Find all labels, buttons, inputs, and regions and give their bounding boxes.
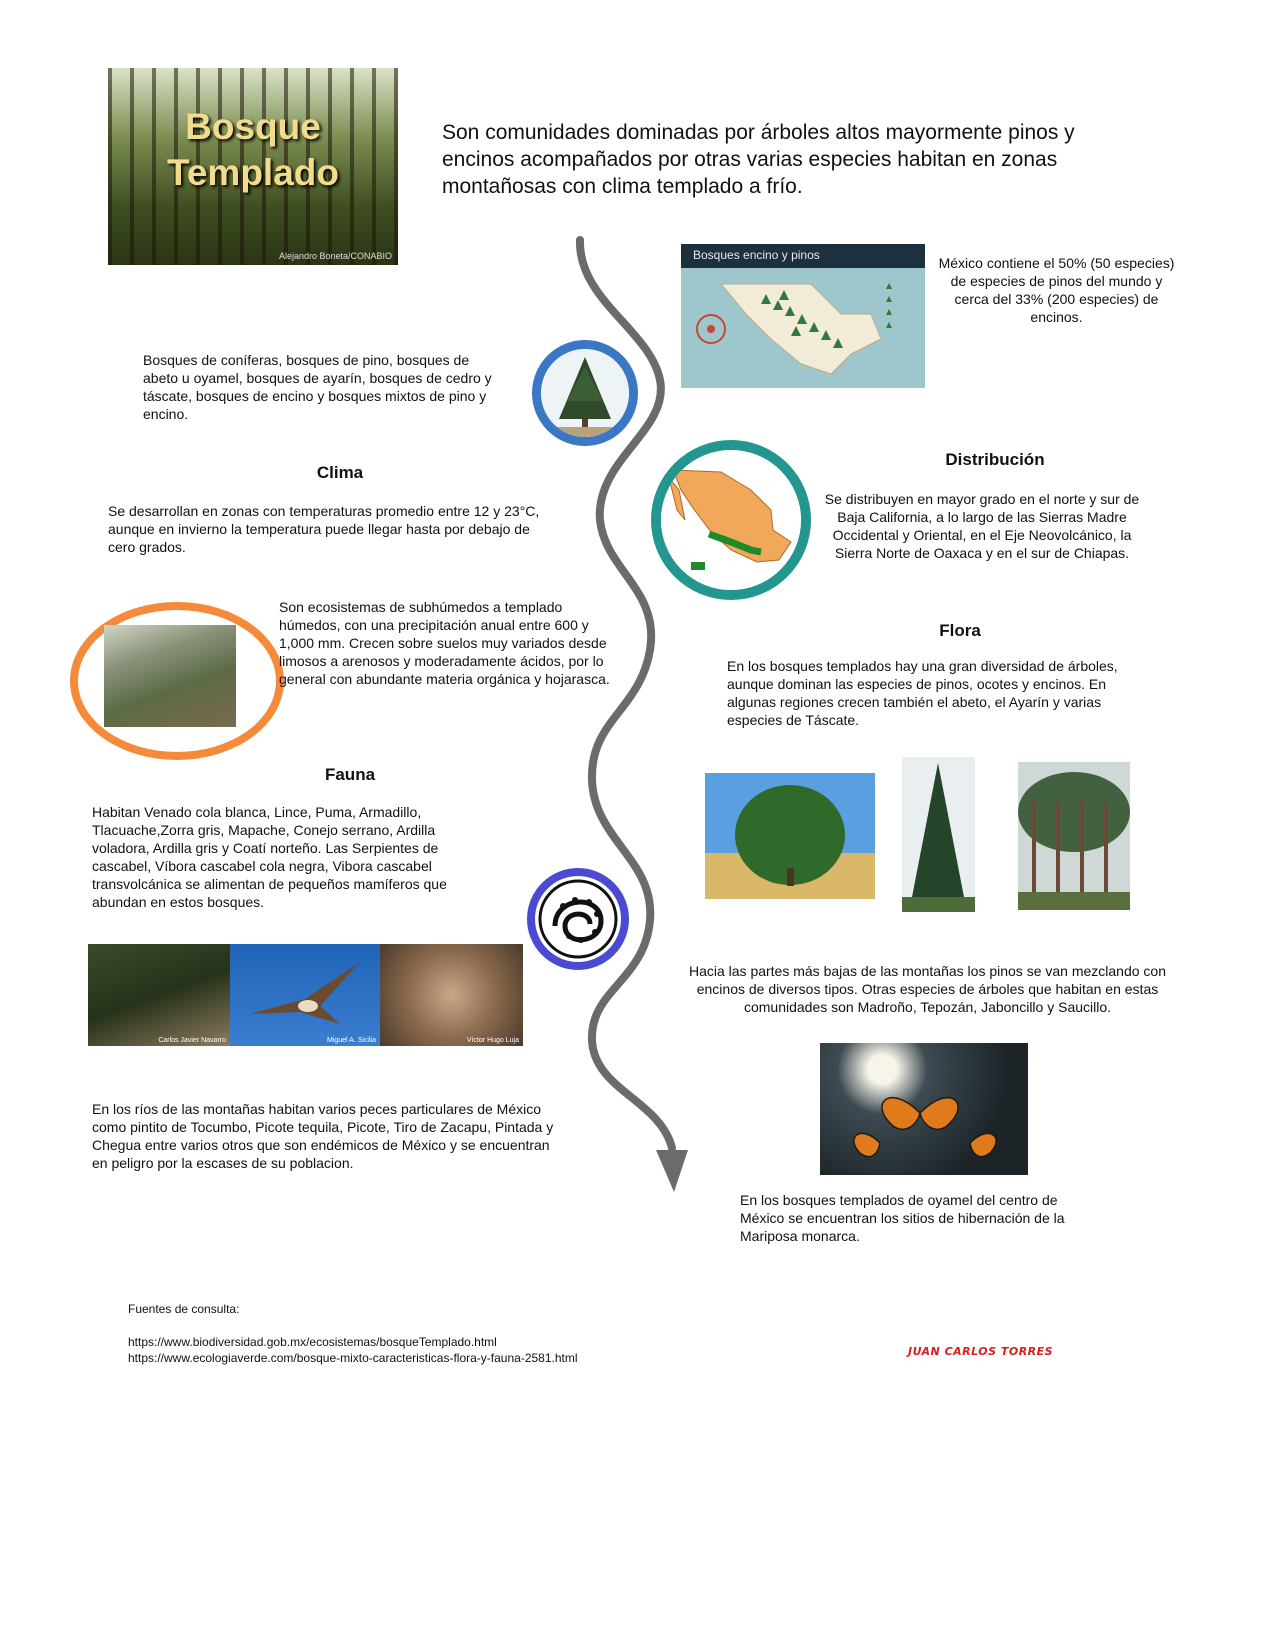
hawk-icon <box>230 944 380 1046</box>
lower-flora-text: Hacia las partes más bajas de las montañas los pinos se van mezclando con encinos de diversos tipos. Otras especies de árboles que habitan en estas comunidades son Madroño, Tepozán, Jaboncillo y Saucillo. <box>688 963 1167 1015</box>
title-line-2: Templado <box>167 152 339 193</box>
rattlesnake-photo-credit: Víctor Hugo Luja <box>466 1037 519 1044</box>
intro-text: Son comunidades dominadas por árboles altos mayormente pinos y encinos acompañados por otras varias especies habitan en zonas montañosas con clima templado a frío. <box>442 121 1075 198</box>
forest-floor-photo <box>104 625 236 727</box>
banner-credit: Alejandro Boneta/CONABIO <box>278 251 392 261</box>
mexico-stats-text: México contiene el 50% (50 especies) de especies de pinos del mundo y cerca del 33% (200 especies) de encinos. <box>938 255 1175 325</box>
pine-tree-icon <box>541 349 629 437</box>
source-link-2[interactable]: https://www.ecologiaverde.com/bosque-mixto-caracteristicas-flora-y-fauna-2581.html <box>128 1351 578 1365</box>
deer-photo-credit: Carlos Javier Navarro <box>158 1037 226 1044</box>
pine-meadow-photo <box>705 773 875 899</box>
mexico-map-icon <box>681 244 925 388</box>
clima-heading: Clima <box>316 463 364 482</box>
title-banner <box>108 68 398 265</box>
distribution-map <box>651 440 811 600</box>
mexico-distribution-icon <box>661 450 801 590</box>
rattlesnake-icon-frame <box>527 868 629 970</box>
fauna-heading: Fauna <box>324 765 376 784</box>
distribucion-text: Se distribuyen en mayor grado en el norte y sur de Baja California, a lo largo de las Sierras Madre Occidental y Oriental, en el Eje Neovolcánico, la Sierra Norte de Oaxaca y en el sur de Chiapas. <box>824 491 1140 561</box>
monarch-butterfly-photo <box>820 1043 1028 1175</box>
title-line-1: Bosque <box>185 106 321 147</box>
pine-oak-map <box>681 244 925 388</box>
hawk-photo <box>230 944 380 1046</box>
rattlesnake-icon <box>535 876 621 962</box>
flora-heading: Flora <box>939 621 981 640</box>
fish-text: En los ríos de las montañas habitan varios peces particulares de México como pintito de Tocumbo, Picote tequila, Picote, Tiro de Zacapu, Pintada y Chegua entre varios otros que son endémicos de México y se encuentran en peligro por la escases de su poblacion. <box>92 1101 554 1171</box>
fauna-text: Habitan Venado cola blanca, Lince, Puma, Armadillo, Tlacuache,Zorra gris, Mapache, Conejo serrano, Ardilla voladora, Ardilla gris y Coatí norteño. Las Serpientes de cascabel, Víbora cascabel cola negra, Vibora cascabel transvolcánica se alimentan de pequeños mamíferos que abundan en estos bosques. <box>92 804 447 910</box>
humidity-text: Son ecosistemas de subhúmedos a templado húmedos, con una precipitación anual entre 600 y 1,000 mm. Crecen sobre suelos muy variados desde limosos a arenosos y moderadamente ácidos, por lo general con abundante materia orgánica y hojarasca. <box>279 599 610 687</box>
pine-stand-photo <box>1018 762 1130 910</box>
butterfly-icon <box>820 1043 1028 1175</box>
monarch-text: En los bosques templados de oyamel del centro de México se encuentran los sitios de hibernación de la Mariposa monarca. <box>740 1192 1065 1244</box>
flora-text: En los bosques templados hay una gran diversidad de árboles, aunque dominan las especies de pinos, ocotes y encinos. En algunas regiones crecen también el abeto, el Ayarín y varias especies de Táscate. <box>727 658 1118 728</box>
fir-tree-photo <box>902 757 975 912</box>
hawk-photo-credit: Miguel A. Sicilia <box>326 1037 376 1044</box>
source-link-1[interactable]: https://www.biodiversidad.gob.mx/ecosistemas/bosqueTemplado.html <box>128 1335 497 1349</box>
forest-types-text: Bosques de coníferas, bosques de pino, bosques de abeto u oyamel, bosques de ayarín, bosques de cedro y táscate, bosques de encino y bosques mixtos de pino y encino. <box>143 352 492 422</box>
distribucion-heading: Distribución <box>945 450 1045 469</box>
clima-text: Se desarrollan en zonas con temperaturas promedio entre 12 y 23°C, aunque en invierno la temperatura puede llegar hasta por debajo de cero grados. <box>108 503 540 555</box>
deer-photo <box>88 944 230 1046</box>
sources-title: Fuentes de consulta: <box>128 1302 240 1316</box>
author-name: JUAN CARLOS TORRES <box>908 1345 1054 1358</box>
pine-tree-photo <box>532 340 638 446</box>
fauna-photo-strip <box>88 944 523 1046</box>
rattlesnake-photo <box>380 944 523 1046</box>
map-title: Bosques encino y pinos <box>693 248 820 262</box>
